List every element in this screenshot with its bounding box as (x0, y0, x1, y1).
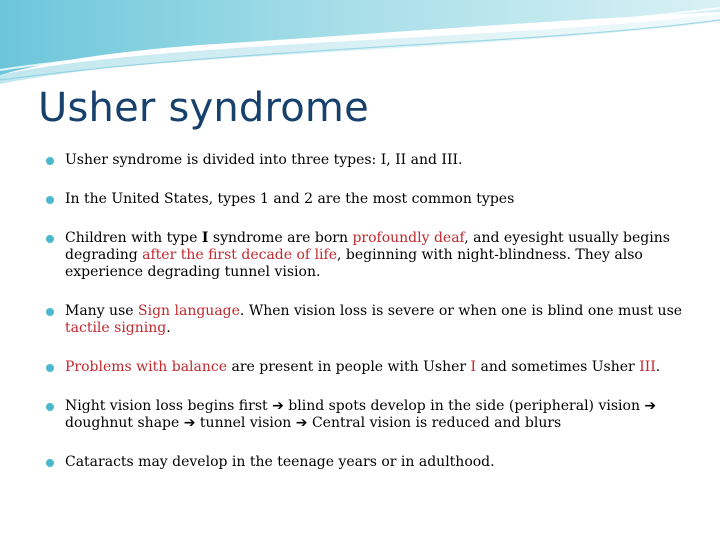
bullet-text: , beginning with night-blindness. They also experience degrading tunnel vision. (65, 247, 643, 280)
bullet-text: . When vision loss is severe or when one is blind one must use (239, 303, 683, 319)
highlight-balance-problems: Problems with balance (65, 359, 228, 375)
highlight-usher-one: I (470, 359, 477, 375)
header-wave-decoration (0, 0, 720, 90)
bullet-text: Cataracts may develop in the teenage years or in adulthood. (65, 454, 495, 470)
bullet-item-types (45, 152, 685, 169)
right-arrow-icon: ➔ (644, 398, 657, 414)
bullet-dot-icon (46, 364, 54, 372)
highlight-tactile-signing: tactile signing (65, 320, 167, 336)
bullet-text: Central vision is reduced and blurs (307, 415, 562, 431)
right-arrow-icon: ➔ (295, 415, 308, 431)
bullet-item-sign-language (45, 303, 685, 337)
bullet-text: Many use (65, 303, 138, 319)
highlight-usher-three: III (639, 359, 656, 375)
bullet-dot-icon (46, 308, 54, 316)
bullet-dot-icon (46, 196, 54, 204)
highlight-first-decade: after the first decade of life (142, 247, 337, 263)
highlight-profoundly-deaf: profoundly deaf (352, 230, 465, 246)
bullet-list (45, 152, 685, 493)
bullet-text: , and eyesight usually begins degrading (65, 230, 670, 263)
bullet-text: Night vision loss begins first (65, 398, 273, 414)
bullet-item-type-one-children (45, 230, 685, 281)
bullet-dot-icon (46, 459, 54, 467)
right-arrow-icon: ➔ (272, 398, 284, 414)
bullet-dot-icon (46, 157, 54, 165)
bullet-text: Children with type (65, 230, 202, 246)
bullet-dot-icon (46, 235, 54, 243)
bullet-item-cataracts (45, 454, 685, 471)
bullet-item-vision-progression (45, 398, 685, 432)
bullet-text-type-numeral: I (201, 230, 209, 246)
right-arrow-icon: ➔ (183, 415, 196, 431)
bullet-item-balance (45, 359, 685, 376)
bullet-item-us-types (45, 191, 685, 208)
slide-title: Usher syndrome (38, 85, 369, 131)
bullet-text: In the United States, types 1 and 2 are the most common types (65, 191, 515, 207)
bullet-text: . (166, 320, 171, 336)
bullet-text: syndrome are born (208, 230, 353, 246)
bullet-text: Usher syndrome is divided into three types: I, II and III. (65, 152, 463, 168)
bullet-text: . (655, 359, 661, 375)
highlight-sign-language: Sign language (138, 303, 240, 319)
bullet-text: are present in people with Usher (227, 359, 471, 375)
bullet-text: blind spots develop in the side (peripheral) vision (283, 398, 645, 414)
bullet-text: doughnut shape (65, 415, 184, 431)
bullet-dot-icon (46, 403, 54, 411)
bullet-text: and sometimes Usher (476, 359, 640, 375)
bullet-text: tunnel vision (195, 415, 296, 431)
